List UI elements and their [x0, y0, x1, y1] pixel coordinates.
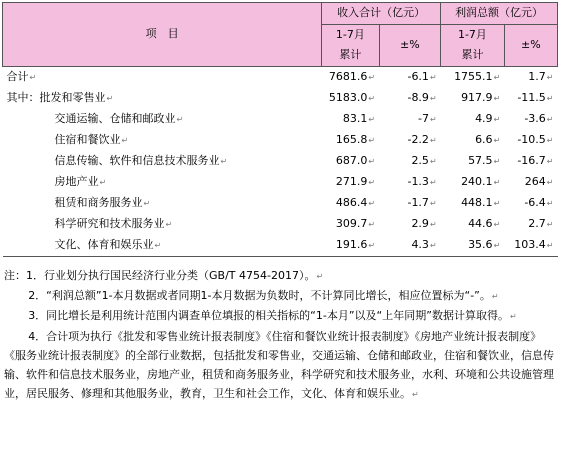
row-rev: 165.8 — [335, 132, 368, 146]
row-rev: 191.6 — [335, 237, 368, 251]
row-profit: 1755.1 — [454, 69, 493, 83]
row-profit-pct: 103.4 — [514, 237, 546, 251]
note-3: 3．同比增长是利用统计范围内调查单位填报的相关指标的“1-本月”以及“上年同期”数据计算取得。↵ — [28, 309, 517, 323]
row-rev: 83.1 — [342, 111, 368, 125]
table-notes — [4, 266, 557, 404]
row-name: 合计 — [6, 69, 29, 83]
row-rev-pct: 4.3 — [411, 237, 429, 251]
header-profit-group: 利润总额（亿元） — [441, 3, 558, 25]
row-rev-pct: -8.9 — [407, 90, 429, 104]
table-row: 文化、体育和娱乐业↵ 191.6↵ 4.3↵ 35.6↵ 103.4↵ — [3, 235, 558, 257]
header-profit-period-2: 累计 — [441, 45, 505, 66]
row-name: 交通运输、仓储和邮政业 — [54, 111, 176, 125]
row-profit-pct: -3.6 — [524, 111, 546, 125]
row-name: 文化、体育和娱乐业 — [54, 237, 154, 251]
row-rev-pct: -6.1 — [407, 69, 429, 83]
row-rev: 486.4 — [335, 195, 368, 209]
row-name: 房地产业 — [54, 174, 99, 188]
statistics-table — [2, 2, 558, 257]
row-name: 租赁和商务服务业 — [54, 195, 143, 209]
header-profit-period-1: 1-7月 — [441, 24, 505, 45]
row-rev-pct: -1.3 — [407, 174, 429, 188]
header-profit-pct: ±% — [504, 24, 557, 66]
header-item: 项 目 — [3, 3, 322, 67]
row-rev-pct: 2.5 — [411, 153, 429, 167]
table-row: 交通运输、仓储和邮政业↵ 83.1↵ -7↵ 4.9↵ -3.6↵ — [54, 111, 554, 125]
row-rev: 7681.6 — [328, 69, 368, 83]
row-rev: 5183.0 — [328, 90, 368, 104]
header-rev-period-1: 1-7月 — [322, 24, 379, 45]
table-row: 合计↵ 7681.6↵ -6.1↵ 1755.1↵ 1.7↵ — [6, 69, 554, 83]
row-lead: 其中： — [6, 90, 40, 104]
row-profit-pct: -10.5 — [517, 132, 546, 146]
row-profit-pct: 264 — [524, 174, 546, 188]
header-revenue-group: 收入合计（亿元） — [322, 3, 441, 25]
table-row: 信息传输、软件和信息技术服务业↵ 687.0↵ 2.5↵ 57.5↵ -16.7↵ — [54, 153, 554, 167]
row-profit-pct: -6.4 — [524, 195, 546, 209]
row-rev-pct: -2.2 — [407, 132, 429, 146]
table-row: 科学研究和技术服务业↵ 309.7↵ 2.9↵ 44.6↵ 2.7↵ — [54, 216, 554, 230]
note-4: 4．合计项为执行《批发和零售业统计报表制度》《住宿和餐饮业统计报表制度》《房地产业统计报表制度》《服务业统计报表制度》的全部行业数据，包括批发和零售业，交通运输、仓储和邮政业，住宿和餐饮业，信息传输、软件和信息技术服务业，房地产业，租赁和商务服务业，科学研究和技术服务业，水利、环境和公共设施管理业，居民服务、修理和其他服务业，教育，卫生和社会工作，文化、体育和娱乐业。↵ — [4, 329, 554, 401]
row-name: 住宿和餐饮业 — [54, 132, 121, 146]
table-row: 其中：批发和零售业↵ 5183.0↵ -8.9↵ 917.9↵ -11.5↵ — [6, 90, 554, 104]
note-2: 2．“利润总额”1-本月数据或者同期1-本月数据为负数时，不计算同比增长，相应位置标为“-”。↵ — [28, 289, 499, 303]
row-profit: 57.5 — [468, 153, 493, 167]
row-rev-pct: -7 — [417, 111, 429, 125]
row-profit: 4.9 — [475, 111, 493, 125]
row-name: 科学研究和技术服务业 — [54, 216, 165, 230]
row-profit: 240.1 — [461, 174, 493, 188]
header-rev-pct: ±% — [379, 24, 441, 66]
row-rev-pct: -1.7 — [407, 195, 429, 209]
row-profit-pct: 1.7 — [528, 69, 546, 83]
note-1: 注：1．行业划分执行国民经济行业分类（GB/T 4754-2017）。↵ — [4, 269, 324, 282]
row-rev: 271.9 — [335, 174, 368, 188]
row-rev-pct: 2.9 — [411, 216, 429, 230]
row-profit: 917.9 — [461, 90, 493, 104]
row-name: 信息传输、软件和信息技术服务业 — [54, 153, 220, 167]
header-rev-period-2: 累计 — [322, 45, 379, 66]
row-profit-pct: 2.7 — [528, 216, 546, 230]
row-rev: 687.0 — [335, 153, 368, 167]
row-profit: 6.6 — [475, 132, 493, 146]
row-profit-pct: -16.7 — [517, 153, 546, 167]
row-profit: 35.6 — [468, 237, 493, 251]
row-profit-pct: -11.5 — [517, 90, 546, 104]
row-profit: 448.1 — [461, 195, 493, 209]
row-profit: 44.6 — [468, 216, 493, 230]
table-row: 住宿和餐饮业↵ 165.8↵ -2.2↵ 6.6↵ -10.5↵ — [54, 132, 554, 146]
table-row: 房地产业↵ 271.9↵ -1.3↵ 240.1↵ 264↵ — [54, 174, 554, 188]
table-row: 租赁和商务服务业↵ 486.4↵ -1.7↵ 448.1↵ -6.4↵ — [54, 195, 554, 209]
row-rev: 309.7 — [335, 216, 368, 230]
row-name: 批发和零售业 — [39, 90, 106, 104]
